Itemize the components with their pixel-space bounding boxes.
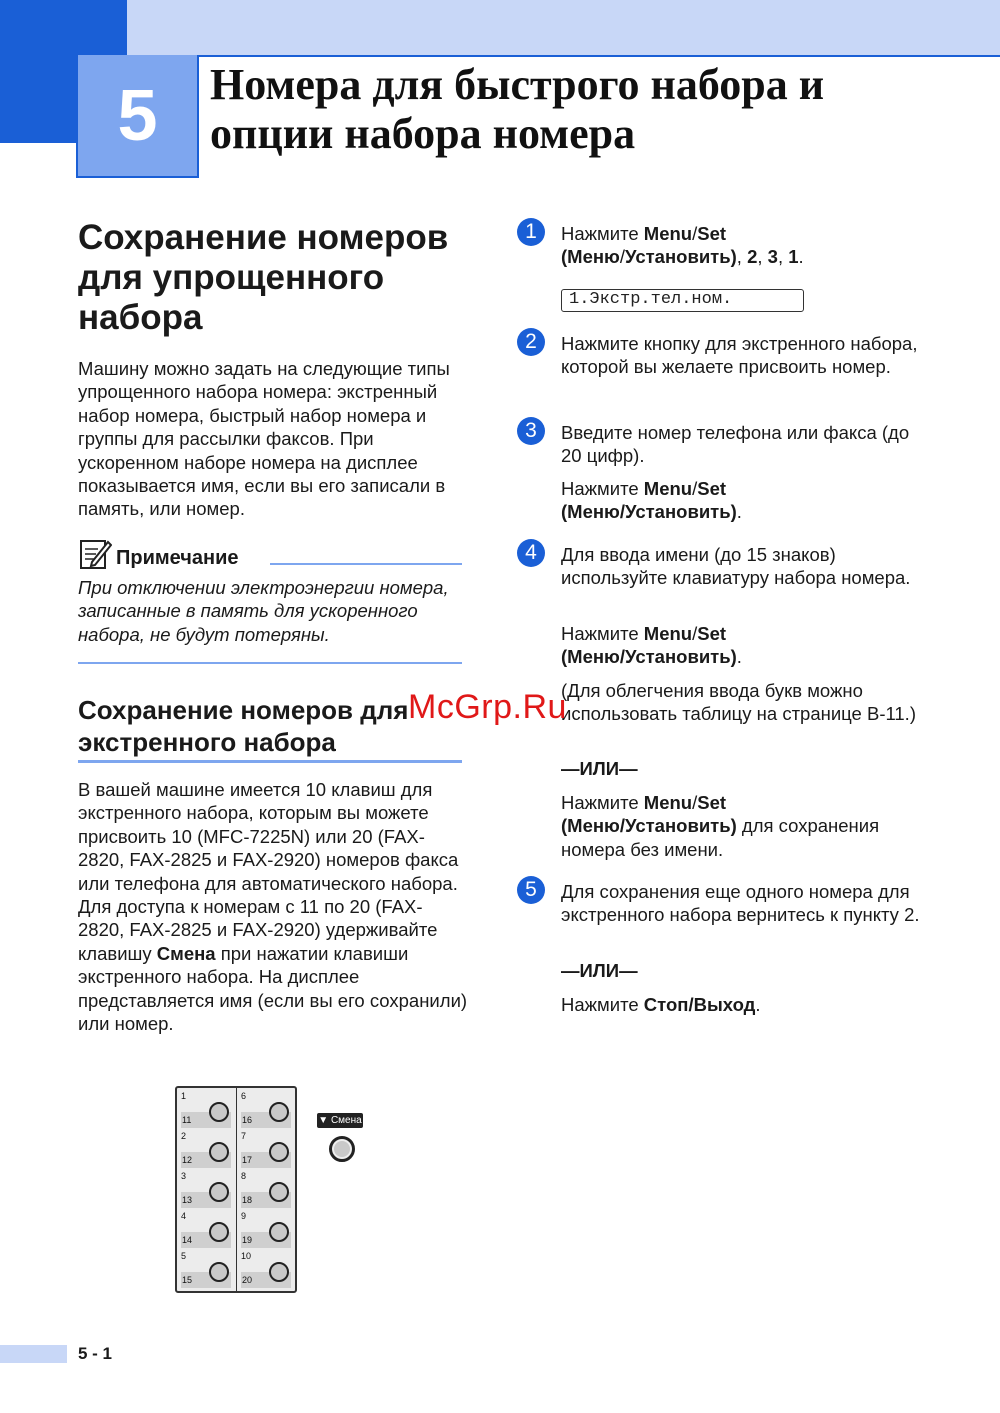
step-5-text: Для сохранения еще одного номера для экстренного набора вернитесь к пункту 2. — [561, 881, 920, 926]
step-4-alt — [561, 791, 931, 861]
s4alt-bold: / — [619, 815, 625, 837]
section2-para-part2: при нажатии клавиши экстренного набора. На дисплее представляется имя (если вы его сохранили) или номер. — [78, 942, 468, 1035]
key-top-label: 2 — [181, 1131, 187, 1141]
key-button[interactable] — [209, 1262, 229, 1282]
key-bottom-label: 17 — [241, 1152, 291, 1168]
key-button[interactable] — [209, 1222, 229, 1242]
section2-title-line2: экстренного набора — [78, 727, 336, 757]
section2-para-part1: В вашей машине имеется 10 клавиш для экстренного набора, которым вы можете присвоить 10 (MFC-7225N) или 20 (FAX-2820, FAX-2825 и FAX-2920) номеров факса или телефона для автоматического набора. Для доступа к номерам с 11 по 20 (FAX-2820, FAX-2825 и FAX-2920) удерживайте клавишу — [78, 779, 459, 964]
step-2-text: Нажмите кнопку для экстренного набора, которой вы желаете присвоить номер. — [561, 333, 918, 378]
key-button[interactable] — [269, 1222, 289, 1242]
note-pencil-icon — [78, 538, 112, 570]
s1-bold: Установить) — [624, 246, 737, 268]
shift-button[interactable] — [329, 1136, 355, 1162]
step-3-text: Введите номер телефона или факса (до 20 цифр). — [561, 422, 910, 467]
s3-bold: / — [619, 501, 625, 523]
one-touch-key[interactable] — [177, 1250, 235, 1290]
shift-key-label: ▼ Смена — [318, 1115, 362, 1126]
one-touch-key[interactable] — [237, 1130, 295, 1170]
s4-text: Нажмите — [561, 623, 644, 644]
s5-text: Нажмите — [561, 994, 644, 1015]
one-touch-key[interactable] — [237, 1210, 295, 1250]
step-4-hint: (Для облегчения ввода букв можно использовать таблицу на странице B-11.) — [561, 680, 916, 725]
step-4-press — [561, 622, 931, 669]
key-button[interactable] — [209, 1102, 229, 1122]
key-bottom-label: 11 — [181, 1112, 231, 1128]
lcd-display: 1.Экстр.тел.ном. — [561, 289, 804, 312]
s3-text: Нажмите — [561, 478, 644, 499]
note-header — [78, 538, 462, 570]
s1-bold: 3 — [767, 246, 778, 268]
s1-bold: (Меню — [561, 246, 620, 268]
s4alt-bold: Set — [697, 792, 727, 813]
one-touch-key[interactable] — [237, 1090, 295, 1130]
s3-bold: Установить) — [624, 501, 737, 523]
note-title: Примечание — [116, 547, 239, 569]
key-bottom-label: 12 — [181, 1152, 231, 1168]
key-bottom-label: 18 — [241, 1192, 291, 1208]
key-button[interactable] — [209, 1142, 229, 1162]
s3-bold: Set — [697, 478, 727, 499]
header-band-light — [127, 0, 1000, 55]
s1-text: Нажмите — [561, 223, 644, 244]
note-rule — [270, 563, 462, 565]
step-1-text — [561, 222, 931, 269]
section2-title-line1: Сохранение номеров для — [78, 695, 409, 725]
one-touch-key[interactable] — [237, 1250, 295, 1290]
chapter-title — [210, 60, 970, 158]
step-3-press — [561, 477, 931, 524]
key-top-label: 4 — [181, 1211, 187, 1221]
one-touch-key[interactable] — [177, 1130, 235, 1170]
footer-band — [0, 1345, 67, 1363]
step-1-marker: 1 — [517, 218, 545, 246]
s4alt-bold: Menu — [643, 792, 693, 813]
note-bottom-rule — [78, 662, 462, 664]
key-button[interactable] — [269, 1102, 289, 1122]
or-separator-1: —ИЛИ— — [561, 758, 638, 779]
key-top-label: 9 — [241, 1211, 247, 1221]
s5-bold: / — [688, 994, 694, 1015]
step-5-marker: 5 — [517, 876, 545, 904]
section1-title — [78, 218, 468, 338]
section2-paragraph — [78, 778, 468, 1035]
step-4-text: Для ввода имени (до 15 знаков) используйте клавиатуру набора номера. — [561, 544, 911, 589]
step-3-marker: 3 — [517, 417, 545, 445]
key-bottom-label: 20 — [241, 1272, 291, 1288]
s4alt-text: для сохранения номера без имени. — [561, 815, 880, 860]
s5-bold: Стоп — [643, 994, 689, 1015]
s4-bold: Menu — [643, 623, 693, 644]
one-touch-key[interactable] — [237, 1170, 295, 1210]
watermark: McGrp.Ru — [408, 688, 567, 726]
s1-bold: Set — [697, 223, 727, 244]
section1-title-line3: набора — [78, 298, 203, 337]
s3-bold: (Меню — [561, 501, 620, 523]
s1-bold: 2 — [747, 246, 758, 268]
s4-text: / — [692, 623, 698, 644]
key-button[interactable] — [269, 1182, 289, 1202]
one-touch-key[interactable] — [177, 1210, 235, 1250]
s1-bold: 1 — [788, 246, 799, 268]
key-button[interactable] — [269, 1142, 289, 1162]
key-bottom-label: 15 — [181, 1272, 231, 1288]
s4alt-text: / — [692, 792, 698, 813]
key-top-label: 7 — [241, 1131, 247, 1141]
step-5-press — [561, 993, 931, 1016]
s4-text: . — [736, 646, 742, 668]
s3-bold: Menu — [643, 478, 693, 499]
key-button[interactable] — [209, 1182, 229, 1202]
step-2-marker: 2 — [517, 328, 545, 356]
key-top-label: 3 — [181, 1171, 187, 1181]
chapter-number-box — [76, 55, 199, 178]
s4-bold: / — [619, 646, 625, 668]
chapter-title-line2: опции набора номера — [210, 109, 636, 158]
one-touch-key[interactable] — [177, 1170, 235, 1210]
s1-text: . — [798, 246, 804, 268]
page-number: 5 - 1 — [78, 1344, 113, 1363]
s3-text: / — [692, 478, 698, 499]
key-bottom-label: 16 — [241, 1112, 291, 1128]
s4-bold: Установить) — [624, 646, 737, 668]
chapter-title-line1: Номера для быстрого набора и — [210, 60, 825, 109]
s1-text: / — [692, 223, 698, 244]
s4alt-bold: (Меню — [561, 815, 620, 837]
one-touch-keypad — [175, 1086, 297, 1293]
header-band-line — [127, 55, 1000, 57]
s1-text: , — [777, 246, 789, 268]
s4-bold: (Меню — [561, 646, 620, 668]
s1-bold: Menu — [643, 223, 693, 244]
key-button[interactable] — [269, 1262, 289, 1282]
section1-title-line2: для упрощенного — [78, 258, 385, 297]
s4-bold: Set — [697, 623, 727, 644]
section2-para-bold: Смена — [156, 942, 216, 964]
s5-text: . — [755, 994, 761, 1015]
step-4-marker: 4 — [517, 539, 545, 567]
key-top-label: 6 — [241, 1091, 247, 1101]
s4alt-text: Нажмите — [561, 792, 644, 813]
key-top-label: 5 — [181, 1251, 187, 1261]
section2-rule — [78, 760, 462, 763]
one-touch-key[interactable] — [177, 1090, 235, 1130]
key-top-label: 1 — [181, 1091, 187, 1101]
key-bottom-label: 14 — [181, 1232, 231, 1248]
section1-paragraph: Машину можно задать на следующие типы упрощенного набора номера: экстренный набор номера, быстрый набор номера и группы для рассылки факсов. При ускоренном наборе номера на дисплее показывается имя, если вы его записали в память, или номер. — [78, 358, 450, 520]
key-bottom-label: 13 — [181, 1192, 231, 1208]
or-separator-2: —ИЛИ— — [561, 960, 638, 981]
s1-text: / — [619, 246, 625, 268]
s1-text: , — [736, 246, 748, 268]
s3-text: . — [736, 501, 742, 523]
key-top-label: 10 — [241, 1251, 252, 1261]
note-text: При отключении электроэнергии номера, записанные в память для ускоренного набора, не будут потеряны. — [78, 577, 449, 645]
key-bottom-label: 19 — [241, 1232, 291, 1248]
s4alt-bold: Установить) — [624, 815, 737, 837]
chapter-number: 5 — [117, 75, 158, 156]
section1-title-line1: Сохранение номеров — [78, 218, 449, 257]
s5-bold: Выход — [693, 994, 756, 1015]
s1-text: , — [757, 246, 768, 268]
key-top-label: 8 — [241, 1171, 247, 1181]
